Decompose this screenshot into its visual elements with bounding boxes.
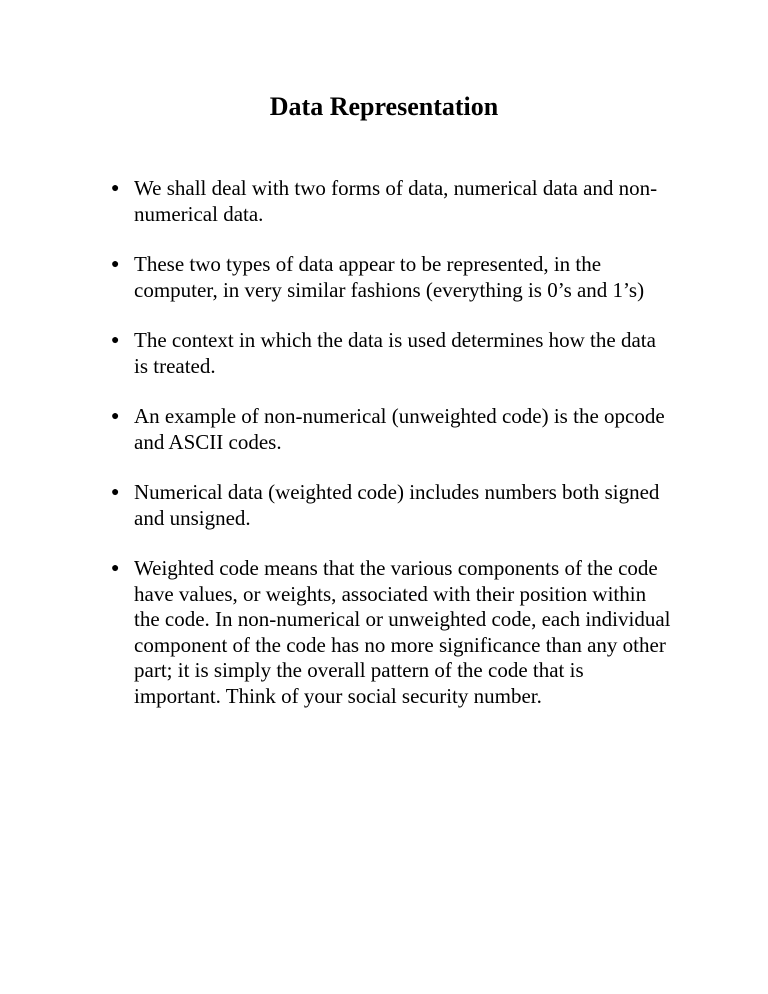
page-title: Data Representation <box>269 92 499 121</box>
bullet-list <box>105 176 675 734</box>
bullet-icon: ● <box>111 257 120 272</box>
list-item-text: Numerical data (weighted code) includes numbers both signed and unsigned. <box>134 480 660 530</box>
bullet-icon: ● <box>111 333 120 348</box>
list-item <box>105 404 675 455</box>
list-item-text: The context in which the data is used determines how the data is treated. <box>134 328 656 378</box>
list-item-text: Weighted code means that the various components of the code have values, or weights, associated with their position within the code. In non-numerical or unweighted code, each individual component of the code has no more significance than any other part; it is simply the overall pattern of the code that is important. Think of your social security number. <box>134 556 671 708</box>
bullet-icon: ● <box>111 409 120 424</box>
list-item <box>105 480 675 531</box>
bullet-icon: ● <box>111 561 120 576</box>
list-item <box>105 176 675 227</box>
list-item <box>105 252 675 303</box>
list-item <box>105 556 675 709</box>
bullet-icon: ● <box>111 485 120 500</box>
list-item <box>105 328 675 379</box>
list-item-text: An example of non-numerical (unweighted code) is the opcode and ASCII codes. <box>134 404 665 454</box>
list-item-text: We shall deal with two forms of data, numerical data and non-numerical data. <box>134 176 658 226</box>
bullet-icon: ● <box>111 181 120 196</box>
list-item-text: These two types of data appear to be represented, in the computer, in very similar fashions (everything is 0’s and 1’s) <box>134 252 645 302</box>
